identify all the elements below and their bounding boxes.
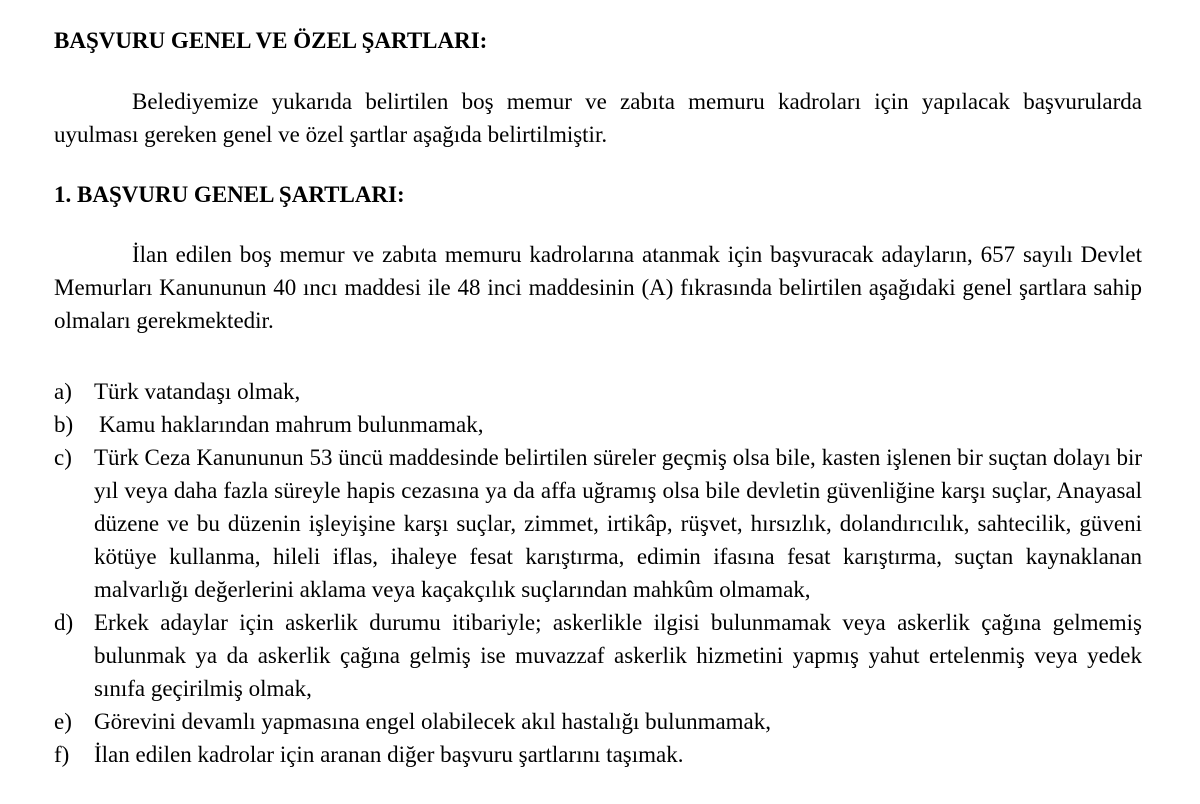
list-item-marker: e) bbox=[54, 709, 72, 734]
list-item-marker: c) bbox=[54, 445, 72, 470]
list-item-text: Türk vatandaşı olmak, bbox=[94, 379, 301, 404]
section-heading: 1. BAŞVURU GENEL ŞARTLARI: bbox=[54, 182, 405, 207]
list-item-marker: f) bbox=[54, 742, 70, 767]
list-item-marker: b) bbox=[54, 412, 74, 437]
list-item-text: Kamu haklarından mahrum bulunmamak, bbox=[99, 412, 484, 437]
list-item-marker: a) bbox=[54, 379, 72, 404]
intro-paragraph: Belediyemize yukarıda belirtilen boş memur ve zabıta memuru kadroları için yapılacak başvurularda uyulması gereken genel ve özel şartlar aşağıda belirtilmiştir. bbox=[54, 89, 1142, 147]
list-item-text: Görevini devamlı yapmasına engel olabilecek akıl hastalığı bulunmamak, bbox=[94, 709, 772, 734]
list-item bbox=[54, 738, 1142, 771]
list-item bbox=[54, 441, 1142, 606]
list-item bbox=[54, 606, 1142, 705]
list-item-text: İlan edilen kadrolar için aranan diğer başvuru şartlarını taşımak. bbox=[94, 742, 684, 767]
list-item bbox=[54, 705, 1142, 738]
section-paragraph: İlan edilen boş memur ve zabıta memuru kadrolarına atanmak için başvuracak adayların, 657 sayılı Devlet Memurları Kanununun 40 ıncı maddesi ile 48 inci maddesinin (A) fıkrasında belirtilen aşağıdaki genel şartlara sahip olmaları gerekmektedir. bbox=[54, 242, 1142, 333]
list-item bbox=[54, 375, 1142, 408]
requirements-list bbox=[54, 375, 1142, 771]
list-item bbox=[54, 408, 1142, 441]
list-item-text: Türk Ceza Kanununun 53 üncü maddesinde belirtilen süreler geçmiş olsa bile, kasten işlenen bir suçtan dolayı bir yıl veya daha fazla süreyle hapis cezasına ya da affa uğramış olsa bile devletin güvenliğine karşı suçlar, Anayasal düzene ve bu düzenin işleyişine karşı suçlar, zimmet, irtikâp, rüşvet, hırsızlık, dolandırıcılık, sahtecilik, güveni kötüye kullanma, hileli iflas, ihaleye fesat karıştırma, edimin ifasına fesat karıştırma, suçtan kaynaklanan malvarlığı değerlerini aklama veya kaçakçılık suçlarından mahkûm olmamak, bbox=[94, 445, 1142, 602]
list-item-marker: d) bbox=[54, 610, 74, 635]
main-heading: BAŞVURU GENEL VE ÖZEL ŞARTLARI: bbox=[54, 28, 488, 53]
list-item-text: Erkek adaylar için askerlik durumu itibariyle; askerlikle ilgisi bulunmamak veya askerlik çağına gelmemiş bulunmak ya da askerlik çağına gelmiş ise muvazzaf askerlik hizmetini yapmış yahut ertelenmiş veya yedek sınıfa geçirilmiş olmak, bbox=[94, 610, 1142, 701]
